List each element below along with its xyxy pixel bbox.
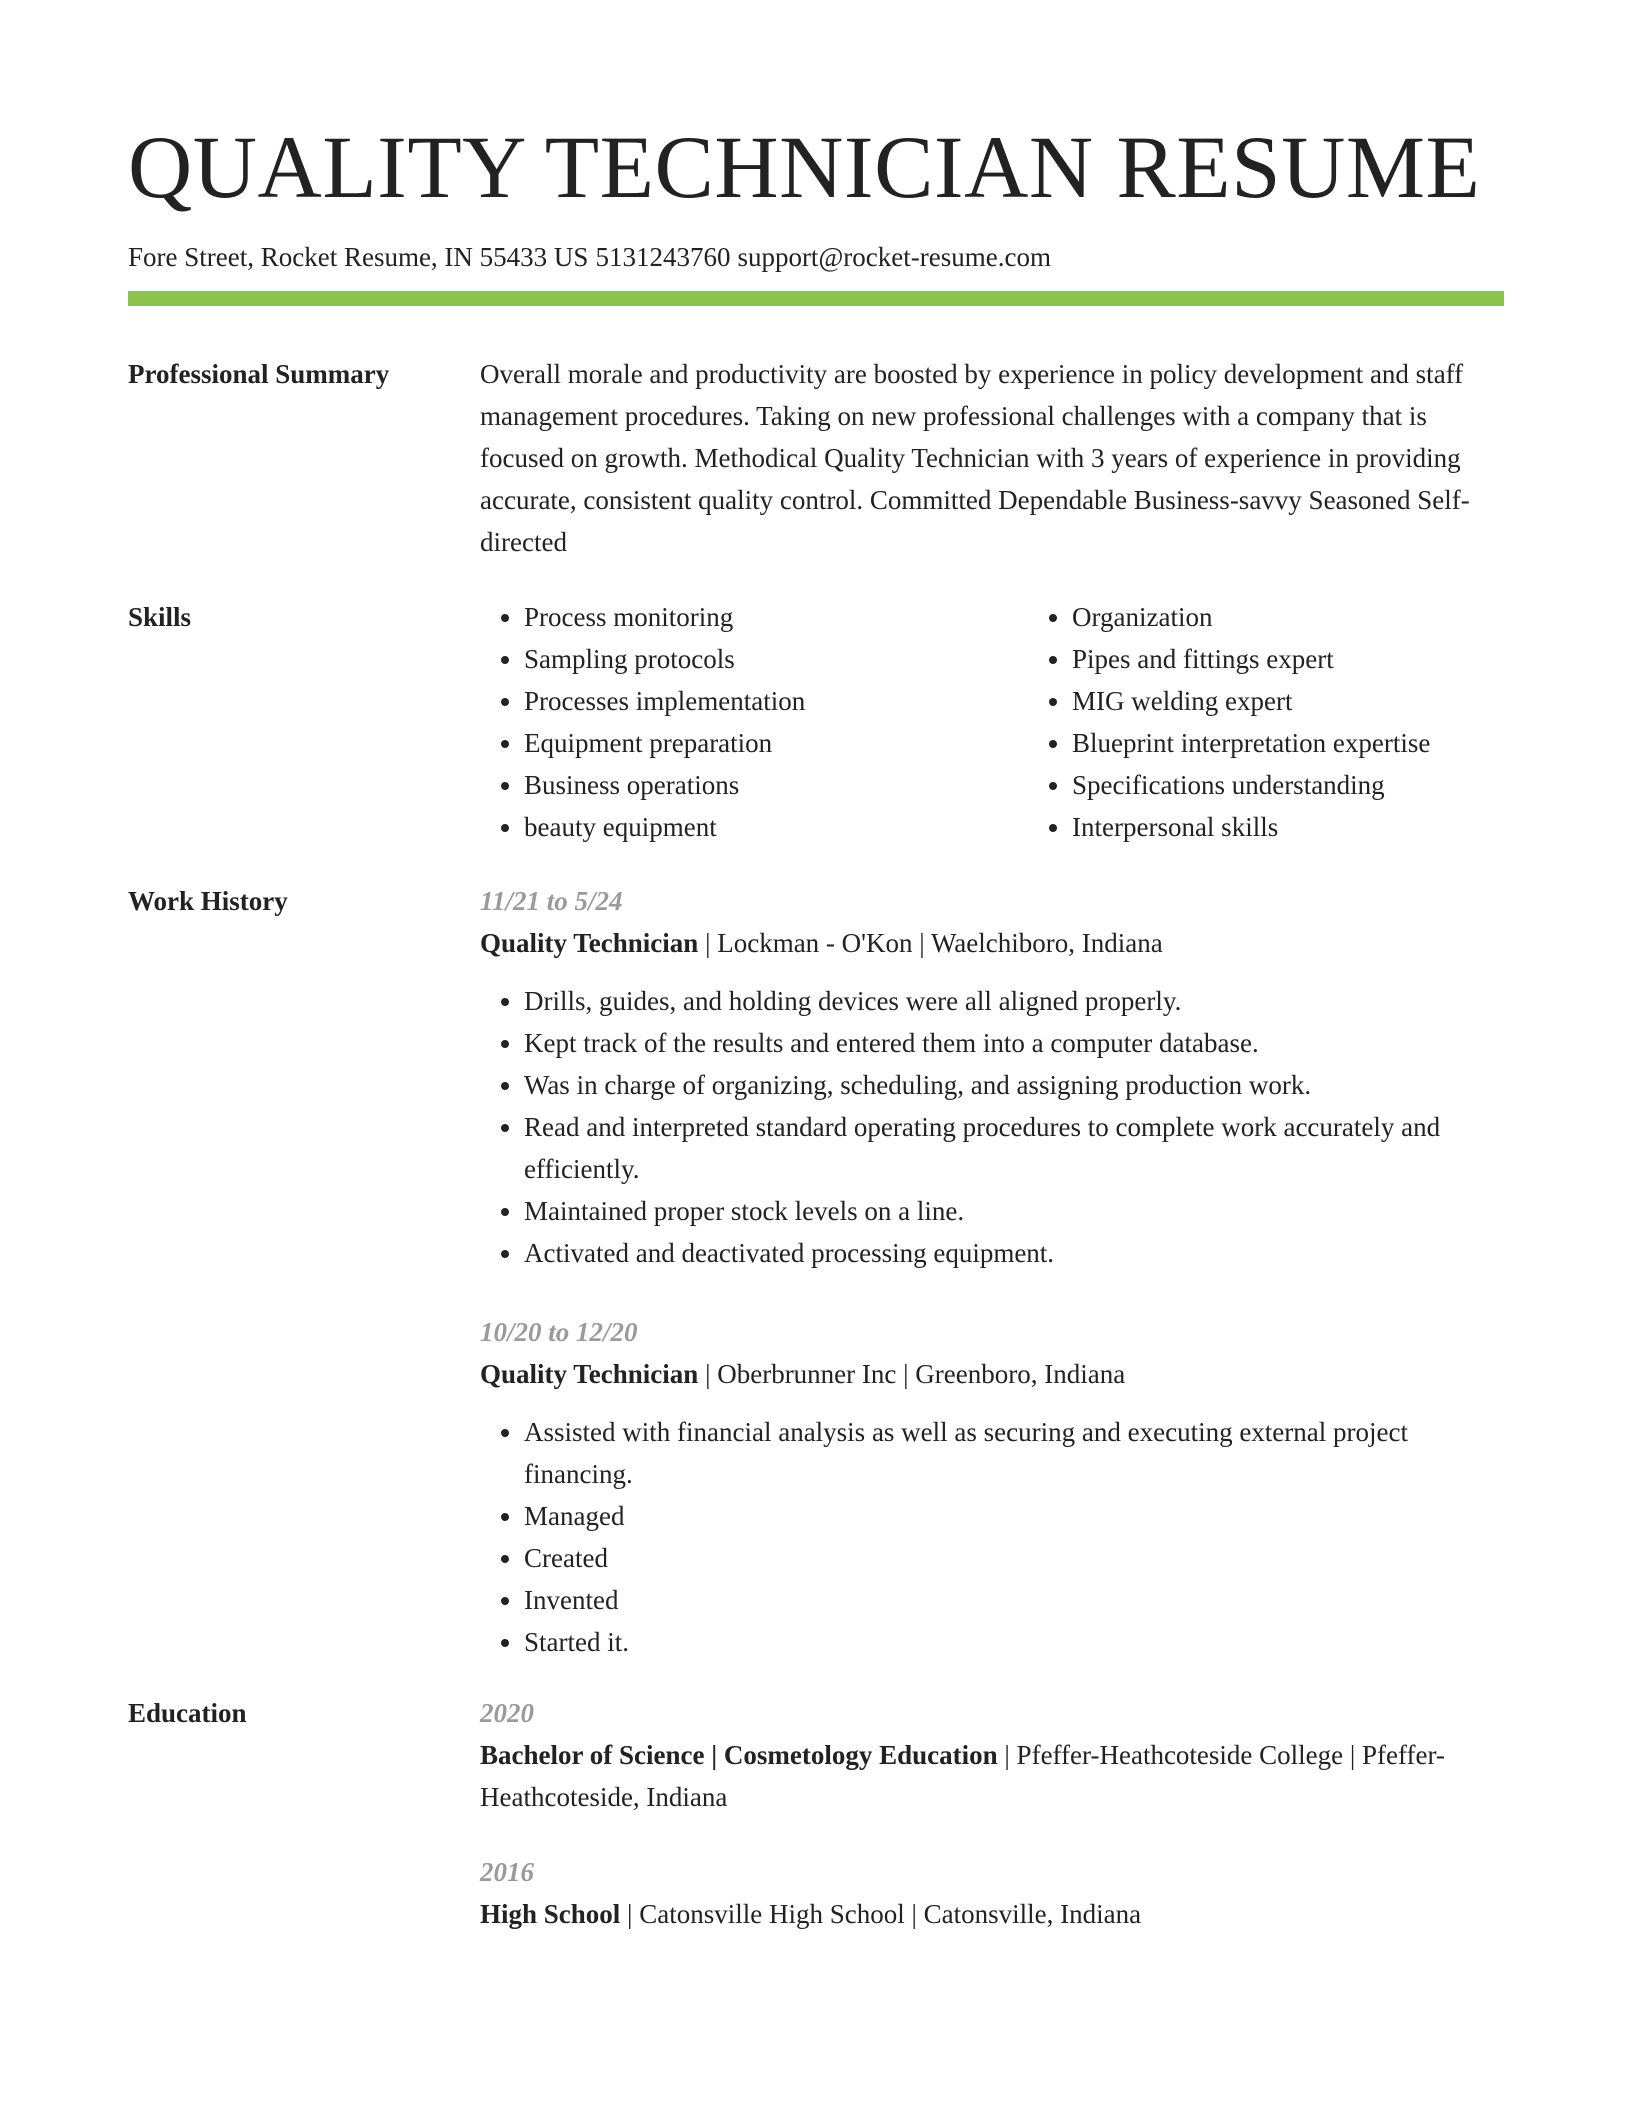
summary-label: Professional Summary xyxy=(128,359,390,389)
job-duty: • Drills, guides, and holding devices were all aligned properly. xyxy=(524,980,1504,1022)
education-year: 2020 xyxy=(480,1698,534,1728)
skill-item: • Business operations xyxy=(524,764,1028,806)
education-section xyxy=(128,1692,1504,1935)
education-heading xyxy=(480,1734,1504,1818)
skills-list-right xyxy=(1028,596,1548,848)
header-divider xyxy=(128,291,1504,306)
job-duties xyxy=(480,980,1504,1274)
skills-columns xyxy=(480,596,1548,848)
skill-item: • Organization xyxy=(1072,596,1548,638)
skill-item: • Interpersonal skills xyxy=(1072,806,1548,848)
job-heading xyxy=(480,1353,1504,1395)
contact-line xyxy=(128,240,1504,274)
contact-email: support@rocket-resume.com xyxy=(737,242,1051,272)
summary-text: Overall morale and productivity are boosted by experience in policy development and staff management procedures. Taking on new professional challenges with a company that is focused on growth. Methodical Quality Technician with 3 years of experience in providing accurate, consistent quality control. Committed Dependable Business-savvy Seasoned Self-directed xyxy=(480,359,1470,557)
education-degree: High School xyxy=(480,1899,621,1929)
job-title: Quality Technician xyxy=(480,1359,699,1389)
job-duty: • Assisted with financial analysis as well as securing and executing external project financing. xyxy=(524,1411,1504,1495)
work-history-section xyxy=(128,880,1504,1663)
job-details: | Oberbrunner Inc | Greenboro, Indiana xyxy=(698,1359,1126,1389)
skill-item: • Blueprint interpretation expertise xyxy=(1072,722,1548,764)
skill-item: • Sampling protocols xyxy=(524,638,1028,680)
resume-page xyxy=(128,112,1504,1935)
skill-item: • Equipment preparation xyxy=(524,722,1028,764)
job-dates: 10/20 to 12/20 xyxy=(480,1317,638,1347)
education-entry xyxy=(480,1692,1504,1818)
education-year: 2016 xyxy=(480,1857,534,1887)
job-entry xyxy=(480,1311,1504,1663)
summary-section xyxy=(128,353,1504,563)
education-label: Education xyxy=(128,1698,247,1728)
job-duty: • Managed xyxy=(524,1495,1504,1537)
job-duties xyxy=(480,1411,1504,1663)
skill-item: • beauty equipment xyxy=(524,806,1028,848)
skills-section xyxy=(128,596,1504,848)
skill-item: • Processes implementation xyxy=(524,680,1028,722)
skill-item: • Process monitoring xyxy=(524,596,1028,638)
skills-list-left xyxy=(480,596,1028,848)
job-duty: • Kept track of the results and entered them into a computer database. xyxy=(524,1022,1504,1064)
job-duty: • Activated and deactivated processing equipment. xyxy=(524,1232,1504,1274)
skill-item: • Pipes and fittings expert xyxy=(1072,638,1548,680)
contact-address: Fore Street, Rocket Resume, IN 55433 US xyxy=(128,242,589,272)
education-details: | Pfeffer-Heathcoteside College | Pfeffer-Heathcoteside, Indiana xyxy=(480,1740,1445,1812)
job-duty: • Maintained proper stock levels on a line. xyxy=(524,1190,1504,1232)
education-heading xyxy=(480,1893,1504,1935)
education-details: | Catonsville High School | Catonsville, Indiana xyxy=(620,1899,1142,1929)
job-dates: 11/21 to 5/24 xyxy=(480,886,623,916)
job-duty: • Created xyxy=(524,1537,1504,1579)
contact-phone: 5131243760 xyxy=(595,242,731,272)
education-entry xyxy=(480,1851,1504,1935)
job-duty: • Invented xyxy=(524,1579,1504,1621)
skill-item: • Specifications understanding xyxy=(1072,764,1548,806)
job-entry xyxy=(480,880,1504,1274)
job-details: | Lockman - O'Kon | Waelchiboro, Indiana xyxy=(698,928,1163,958)
skills-label: Skills xyxy=(128,602,192,632)
job-duty: • Read and interpreted standard operating procedures to complete work accurately and efficiently. xyxy=(524,1106,1504,1190)
job-duty: • Was in charge of organizing, scheduling, and assigning production work. xyxy=(524,1064,1504,1106)
job-duty: • Started it. xyxy=(524,1621,1504,1663)
resume-title: QUALITY TECHNICIAN RESUME xyxy=(128,119,1481,217)
education-degree: Bachelor of Science | Cosmetology Education xyxy=(480,1740,998,1770)
job-title: Quality Technician xyxy=(480,928,699,958)
work-history-label: Work History xyxy=(128,886,288,916)
job-heading xyxy=(480,922,1504,964)
skill-item: • MIG welding expert xyxy=(1072,680,1548,722)
